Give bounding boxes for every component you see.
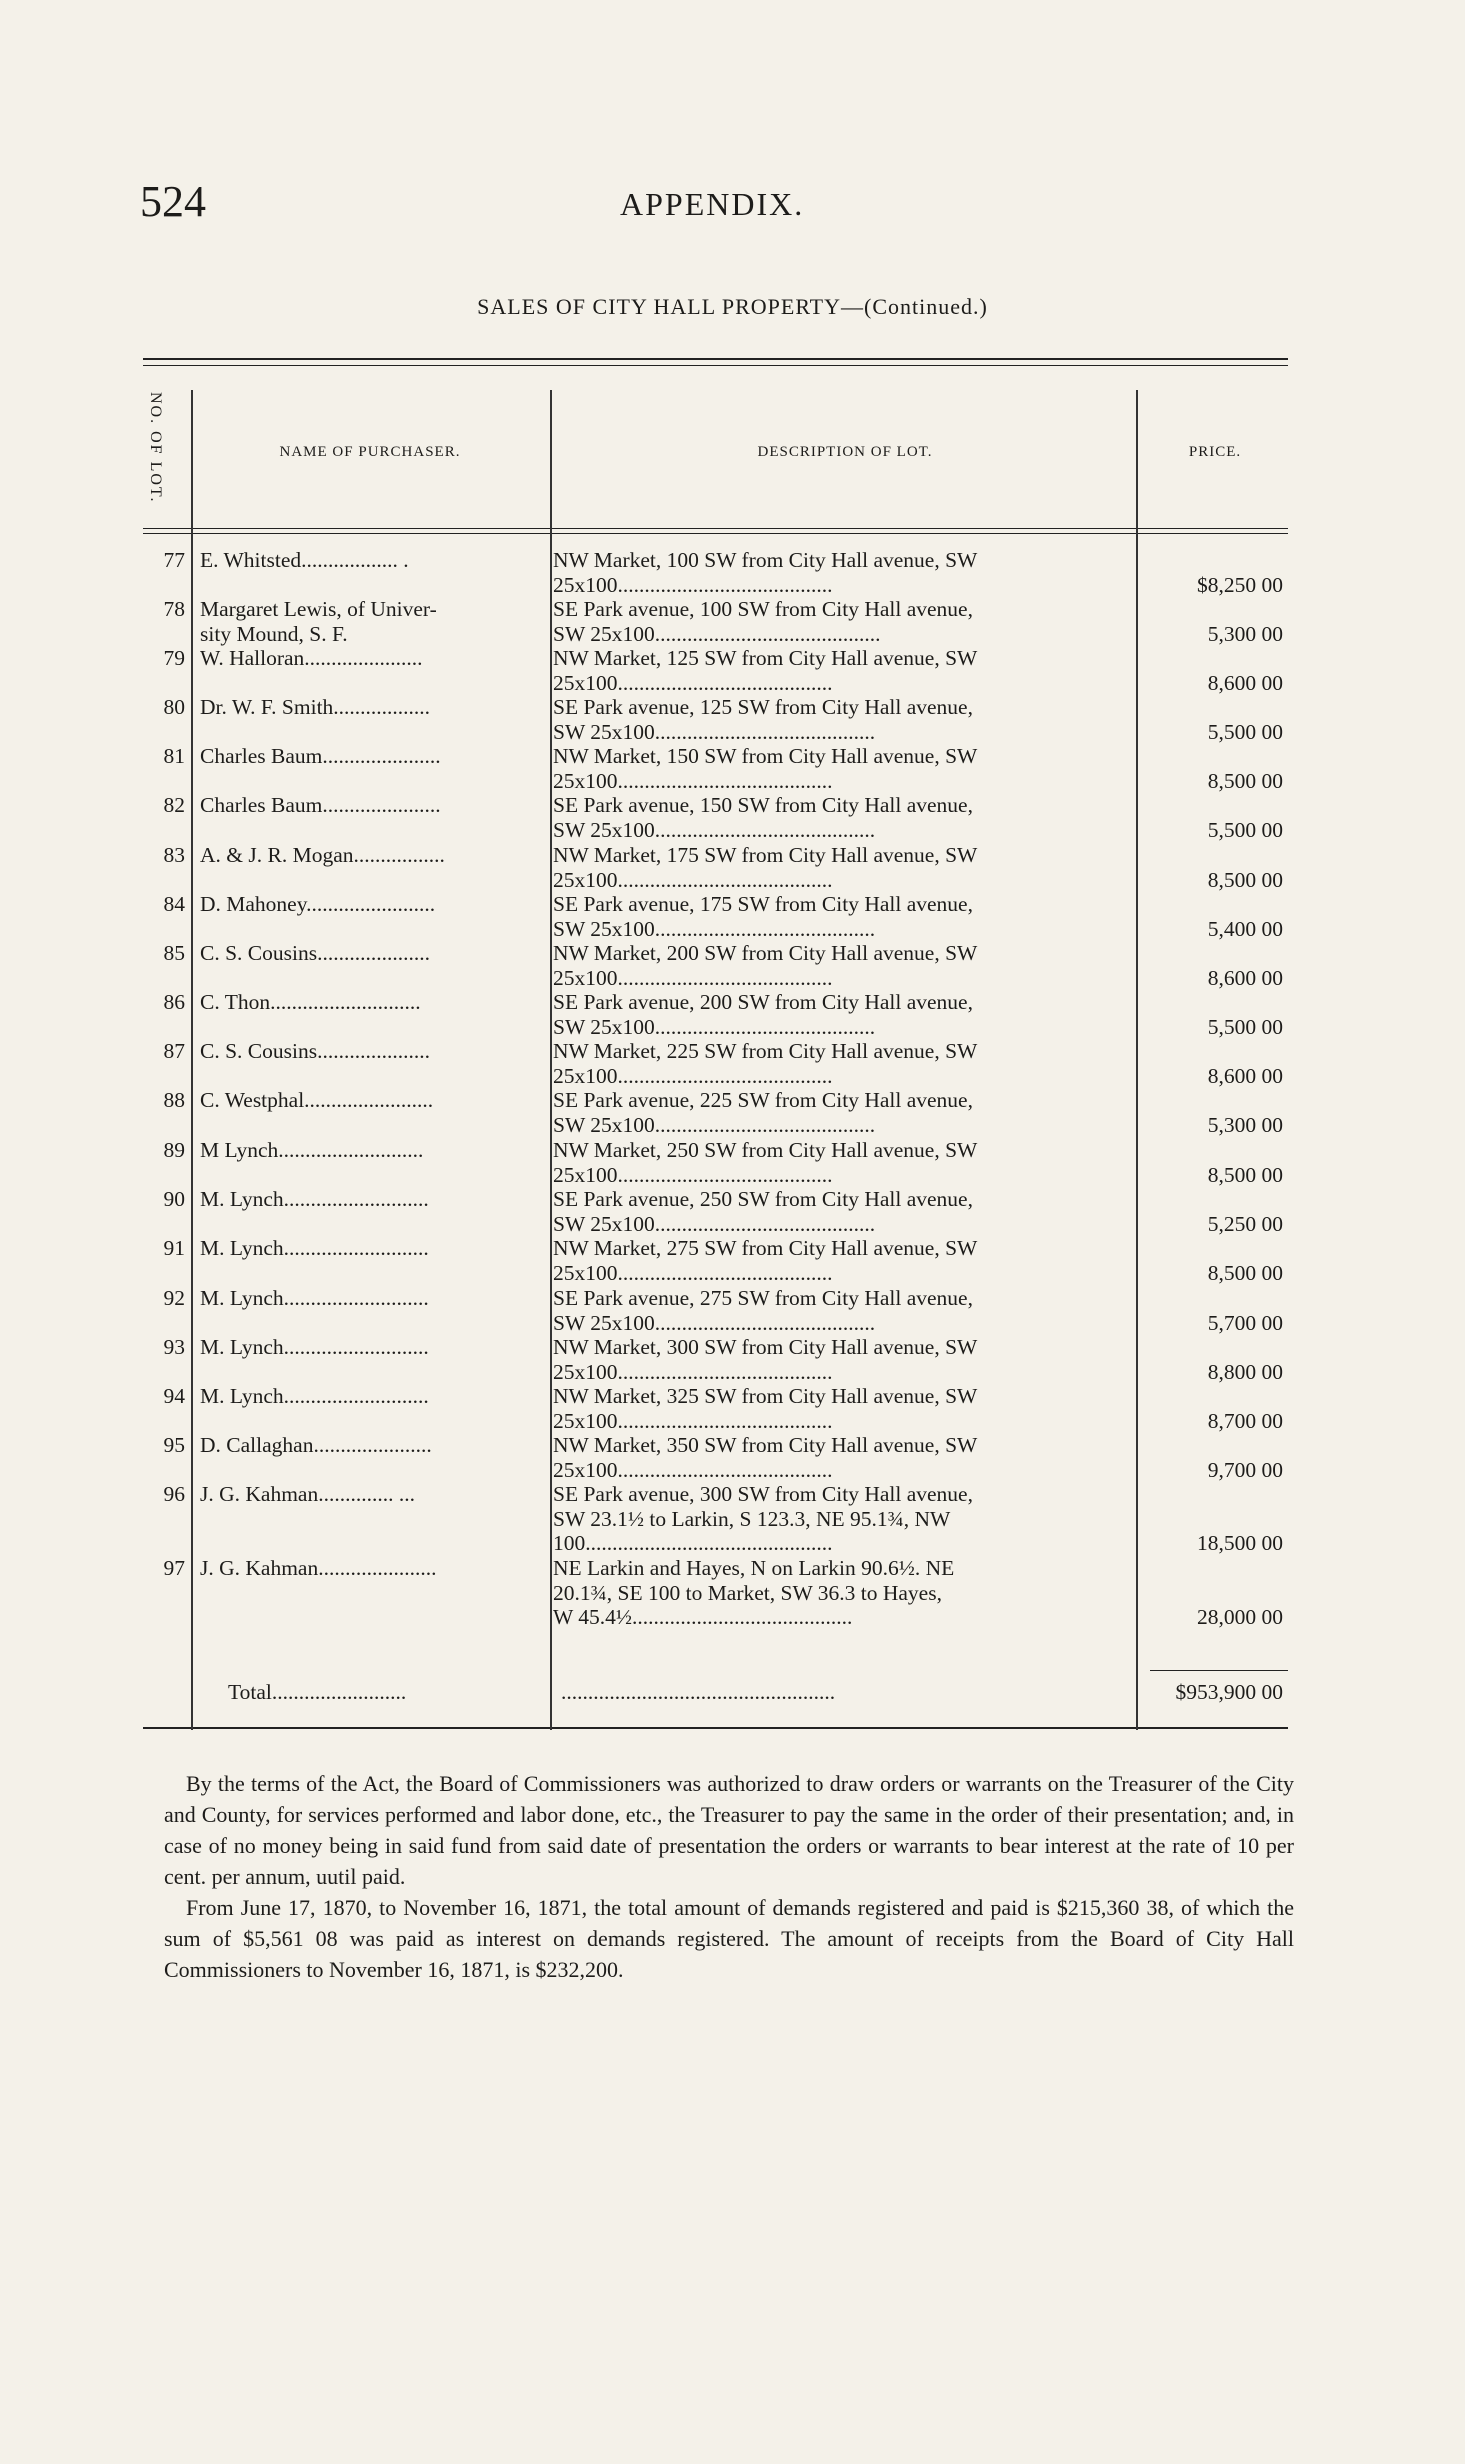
lot-description: SE Park avenue, 300 SW from City Hall avenue, SW 23.1½ to Larkin, S 123.3, NE 95.1¾, NW 100.............................................. [553,1482,973,1555]
purchaser-name: M. Lynch........................... [200,1286,429,1310]
lot-description: NW Market, 275 SW from City Hall avenue, SW 25x100........................................ [553,1236,978,1285]
purchaser-name: J. G. Kahman.............. ... [200,1482,415,1506]
lot-description: NW Market, 350 SW from City Hall avenue, SW 25x100........................................ [553,1433,978,1482]
lot-number: 79 [163,646,185,670]
table-title: SALES OF CITY HALL PROPERTY—(Continued.) [477,294,988,319]
lot-number: 92 [163,1286,185,1310]
purchaser-name: C. S. Cousins..................... [200,941,430,965]
page-number: 524 [140,177,206,226]
purchaser-name: C. Westphal........................ [200,1088,434,1112]
total-description: ................................................... [561,1680,836,1704]
lot-description: NE Larkin and Hayes, N on Larkin 90.6½. NE 20.1¾, SE 100 to Market, SW 36.3 to Hayes, W 45.4½......................................... [553,1556,955,1629]
column-header-price: PRICE. [1188,444,1242,460]
paragraph-2: From June 17, 1870, to November 16, 1871, the total amount of demands registered and paid is $215,360 38, of which the sum of $5,561 08 was paid as interest on demands registered. The amount of receipts from the Board of City Hall Commissioners to November 16, 1871, is $232,200. [164,1895,1294,1982]
lot-price: 8,500 00 [1207,867,1283,892]
lot-price: 8,500 00 [1207,1260,1283,1285]
lot-number: 80 [163,695,185,719]
lot-price: 8,500 00 [1207,768,1283,793]
lot-description: SE Park avenue, 150 SW from City Hall avenue, SW 25x100......................................... [553,793,973,842]
lot-description: SE Park avenue, 200 SW from City Hall avenue, SW 25x100......................................... [553,990,973,1039]
lot-number: 77 [163,548,185,572]
total-rule [1150,1670,1288,1671]
lot-description: SE Park avenue, 100 SW from City Hall avenue, SW 25x100.......................................... [553,597,973,646]
purchaser-name: M. Lynch........................... [200,1187,429,1211]
lot-description: NW Market, 225 SW from City Hall avenue, SW 25x100........................................ [553,1039,978,1088]
lot-number: 97 [163,1556,185,1580]
running-head: APPENDIX. [620,186,805,222]
lot-price: 18,500 00 [1197,1531,1283,1555]
purchaser-name: Charles Baum...................... [200,744,441,768]
purchaser-name: Dr. W. F. Smith.................. [200,695,431,719]
table-top-rule-thin [143,365,1288,366]
lot-price: 5,300 00 [1207,621,1283,646]
lot-description: SE Park avenue, 275 SW from City Hall avenue, SW 25x100......................................... [553,1286,973,1335]
lot-number: 87 [163,1039,185,1063]
lot-description: SE Park avenue, 125 SW from City Hall avenue, SW 25x100......................................... [553,695,973,744]
purchaser-name: M. Lynch........................... [200,1384,429,1408]
lot-number: 84 [163,892,185,916]
purchaser-name: W. Halloran...................... [200,646,423,670]
lot-price: 8,800 00 [1207,1359,1283,1384]
purchaser-name: J. G. Kahman...................... [200,1556,437,1580]
purchaser-name: E. Whitsted.................. . [200,548,409,572]
notes [164,1768,1294,1985]
lot-price: 5,500 00 [1207,1014,1283,1039]
lot-price: 5,300 00 [1207,1112,1283,1137]
lot-price: 8,700 00 [1207,1408,1283,1433]
lot-description: NW Market, 100 SW from City Hall avenue, SW 25x100........................................ [553,548,978,597]
header-bottom-rule-2 [143,533,1288,534]
purchaser-name: M. Lynch........................... [200,1236,429,1260]
purchaser-name: M. Lynch........................... [200,1335,429,1359]
lot-number: 88 [163,1088,185,1112]
lot-description: NW Market, 300 SW from City Hall avenue, SW 25x100........................................ [553,1335,978,1384]
lot-price: 28,000 00 [1197,1605,1283,1629]
lot-number: 78 [163,597,185,621]
column-header-name: NAME OF PURCHASER. [279,444,461,460]
table-top-rule [143,358,1288,360]
lot-description: NW Market, 125 SW from City Hall avenue, SW 25x100........................................ [553,646,978,695]
table-bottom-rule [143,1727,1288,1729]
col-sep-desc [1136,390,1138,1730]
lot-description: NW Market, 325 SW from City Hall avenue, SW 25x100........................................ [553,1384,978,1433]
total-price: $953,900 00 [1175,1680,1283,1704]
lot-description: SE Park avenue, 225 SW from City Hall avenue, SW 25x100......................................... [553,1088,973,1137]
lot-number: 81 [163,744,185,768]
purchaser-name: M Lynch........................... [200,1138,424,1162]
lot-number: 94 [163,1384,185,1408]
lot-description: SE Park avenue, 250 SW from City Hall avenue, SW 25x100......................................... [553,1187,973,1236]
lot-description: NW Market, 200 SW from City Hall avenue, SW 25x100........................................ [553,941,978,990]
purchaser-name: D. Mahoney........................ [200,892,436,916]
column-header-lot: NO. OF LOT. [147,392,164,504]
lot-number: 82 [163,793,185,817]
lot-number: 91 [163,1236,185,1260]
purchaser-name: A. & J. R. Mogan................. [200,843,445,867]
lot-price: 9,700 00 [1207,1457,1283,1482]
lot-price: 5,400 00 [1207,916,1283,941]
lot-number: 86 [163,990,185,1014]
purchaser-name: Margaret Lewis, of Univer- sity Mound, S. F. [200,597,437,646]
lot-price: 5,700 00 [1207,1310,1283,1335]
lot-number: 85 [163,941,185,965]
purchaser-name: C. S. Cousins..................... [200,1039,430,1063]
lot-description: NW Market, 175 SW from City Hall avenue, SW 25x100........................................ [553,843,978,892]
lot-number: 83 [163,843,185,867]
lot-price: 8,600 00 [1207,670,1283,695]
col-sep-name [550,390,552,1730]
lot-number: 89 [163,1138,185,1162]
lot-price: 5,500 00 [1207,719,1283,744]
lot-price: 5,500 00 [1207,817,1283,842]
lot-description: NW Market, 250 SW from City Hall avenue, SW 25x100........................................ [553,1138,978,1187]
lot-price: 8,600 00 [1207,965,1283,990]
lot-price: 8,600 00 [1207,1063,1283,1088]
lot-price: $8,250 00 [1197,572,1283,597]
col-sep-lot [191,390,193,1730]
purchaser-name: C. Thon............................ [200,990,421,1014]
lot-number: 96 [163,1482,185,1506]
column-header-description: DESCRIPTION OF LOT. [757,444,933,460]
page-header [140,176,1340,226]
total-label: Total......................... [228,1680,407,1704]
lot-description: NW Market, 150 SW from City Hall avenue, SW 25x100........................................ [553,744,978,793]
header-bottom-rule [143,528,1288,529]
paragraph-1: By the terms of the Act, the Board of Commissioners was authorized to draw orders or warrants on the Treasurer of the City and County, for services performed and labor done, etc., the Treasurer to pay the same in the order of their presentation; and, in case of no money being in said fund from said date of presentation the orders or warrants to bear interest at the rate of 10 per cent. per annum, uutil paid. [164,1771,1294,1889]
lot-price: 8,500 00 [1207,1162,1283,1187]
lot-price: 5,250 00 [1207,1211,1283,1236]
purchaser-name: Charles Baum...................... [200,793,441,817]
lot-number: 93 [163,1335,185,1359]
lot-description: SE Park avenue, 175 SW from City Hall avenue, SW 25x100......................................... [553,892,973,941]
purchaser-name: D. Callaghan...................... [200,1433,432,1457]
lot-number: 90 [163,1187,185,1211]
lot-number: 95 [163,1433,185,1457]
